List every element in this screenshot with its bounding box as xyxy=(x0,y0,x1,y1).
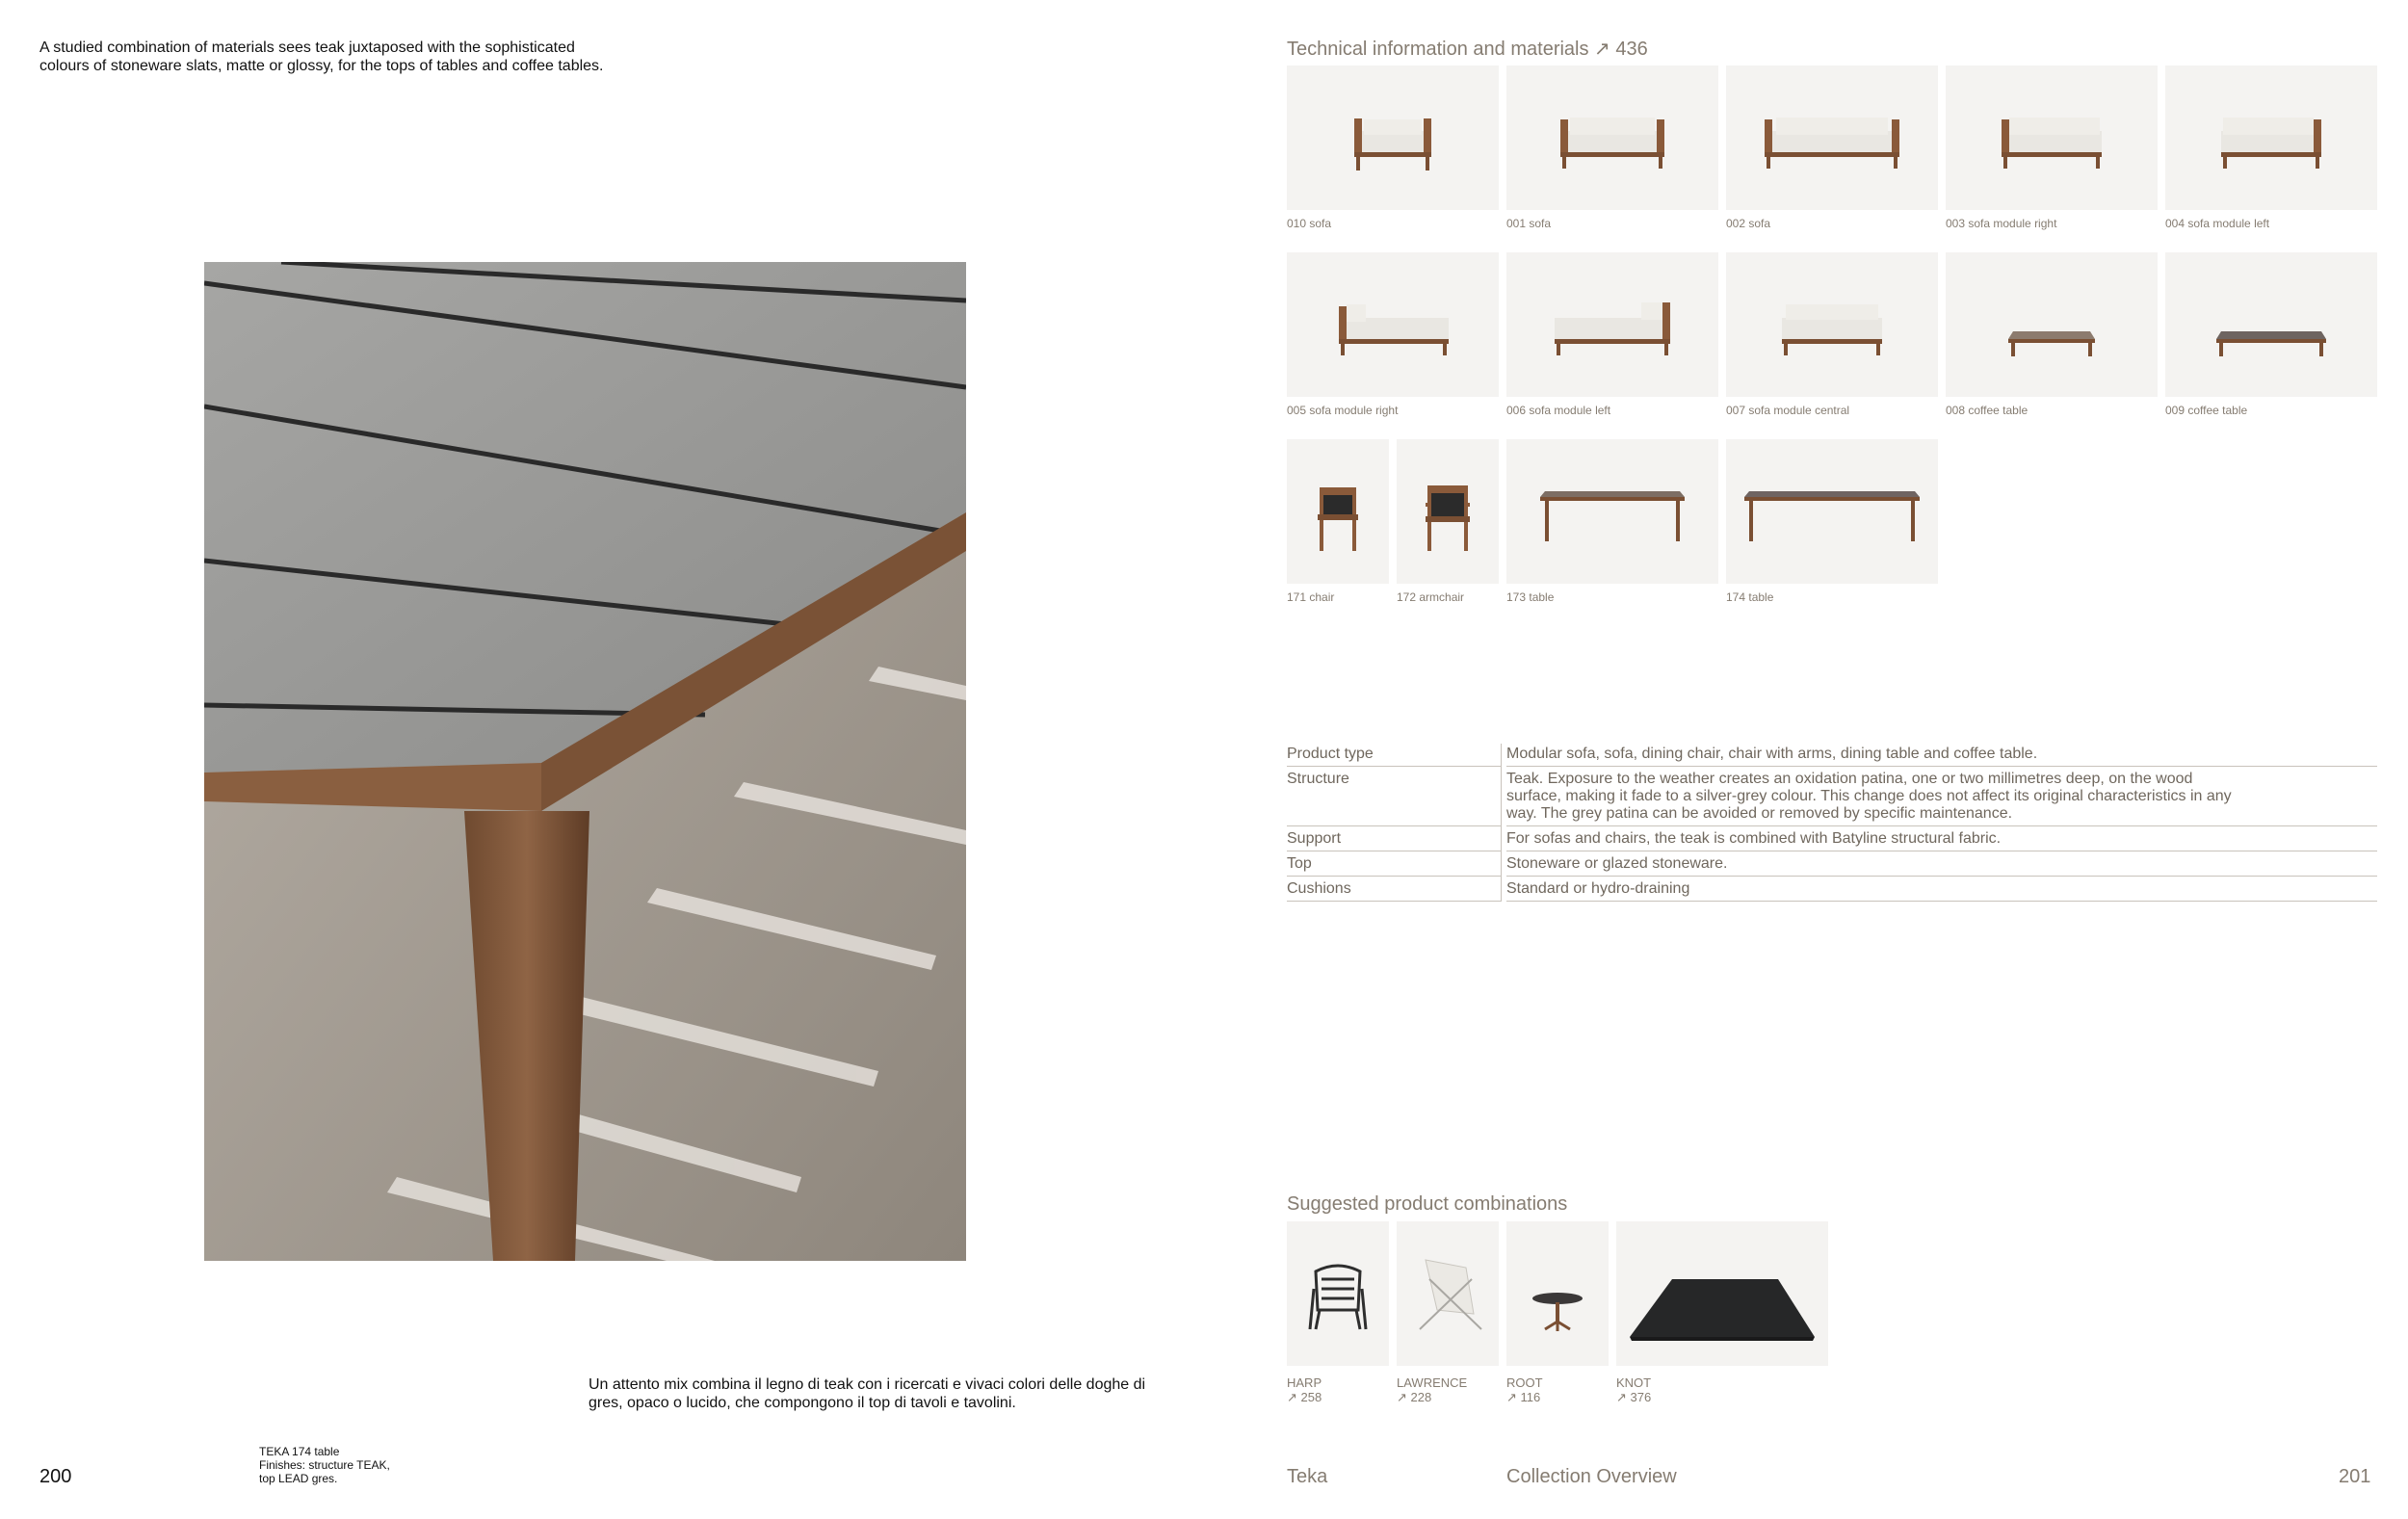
caption-line: Finishes: structure TEAK, xyxy=(259,1458,390,1472)
photo-caption xyxy=(259,1445,471,1485)
spec-row xyxy=(1287,851,2377,877)
spec-divider xyxy=(1501,744,1505,767)
combo-name: ROOT xyxy=(1506,1375,1543,1390)
product-label: 001 sofa xyxy=(1506,217,1552,230)
coffee-table-icon xyxy=(2165,252,2377,397)
product-thumb-008-coffee-table[interactable] xyxy=(1946,252,2158,397)
table-corner-image xyxy=(204,262,966,1261)
product-label: 005 sofa module right xyxy=(1287,404,1399,417)
technical-info-link[interactable]: Technical information and materials ↗ 436 xyxy=(1287,39,1648,60)
combo-label-root[interactable] xyxy=(1506,1375,1543,1404)
combo-ref: ↗ 228 xyxy=(1397,1390,1432,1404)
combos-title: Suggested product combinations xyxy=(1287,1193,1568,1215)
product-thumb-005-sofa-module-right[interactable] xyxy=(1287,252,1499,397)
spec-row xyxy=(1287,767,2377,826)
product-label: 173 table xyxy=(1506,590,1555,604)
rug-icon xyxy=(1616,1221,1828,1366)
combo-thumb-root[interactable] xyxy=(1506,1221,1609,1366)
spec-value: Stoneware or glazed stoneware. xyxy=(1506,851,2377,877)
specs-table xyxy=(1287,744,2377,902)
coffee-table-icon xyxy=(1946,252,2158,397)
product-thumb-007-sofa-module-central[interactable] xyxy=(1726,252,1938,397)
product-thumb-004-sofa-module-left[interactable] xyxy=(2165,65,2377,210)
product-label: 008 coffee table xyxy=(1946,404,2028,417)
footer-section: Collection Overview xyxy=(1506,1466,1677,1487)
combo-thumb-knot[interactable] xyxy=(1616,1221,1828,1366)
product-thumb-173-table[interactable] xyxy=(1506,439,1718,584)
sofa-icon xyxy=(1946,65,2158,210)
combo-name: HARP xyxy=(1287,1375,1322,1390)
product-label: 171 chair xyxy=(1287,590,1335,604)
combo-label-knot[interactable] xyxy=(1616,1375,1651,1404)
caption-line: top LEAD gres. xyxy=(259,1472,338,1485)
italian-paragraph: Un attento mix combina il legno di teak con i ricercati e vivaci colori delle doghe di gres, opaco o lucido, che compongono il top di tavoli e tavolini. xyxy=(589,1376,1146,1411)
spec-divider xyxy=(1501,826,1505,851)
product-label: 172 armchair xyxy=(1397,590,1465,604)
spec-row xyxy=(1287,877,2377,902)
intro-paragraph: A studied combination of materials sees teak juxtaposed with the sophisticated colours of stoneware slats, matte or glossy, for the tops of tables and coffee tables. xyxy=(39,39,604,74)
product-label: 006 sofa module left xyxy=(1506,404,1611,417)
spec-divider xyxy=(1501,877,1505,902)
product-thumb-171-chair[interactable] xyxy=(1287,439,1389,584)
rope-armchair-icon xyxy=(1287,1221,1389,1366)
sofa-icon xyxy=(1726,252,1938,397)
sofa-icon xyxy=(1287,252,1499,397)
combo-label-harp[interactable] xyxy=(1287,1375,1322,1404)
table-icon xyxy=(1726,439,1938,584)
page-number-right: 201 xyxy=(2339,1466,2371,1487)
spec-value: Modular sofa, sofa, dining chair, chair with arms, dining table and coffee table. xyxy=(1506,744,2377,767)
combo-ref: ↗ 258 xyxy=(1287,1390,1322,1404)
sofa-icon xyxy=(1726,65,1938,210)
sofa-icon xyxy=(2165,65,2377,210)
side-table-icon xyxy=(1506,1221,1609,1366)
spec-row xyxy=(1287,744,2377,767)
table-icon xyxy=(1506,439,1718,584)
page-number-left: 200 xyxy=(39,1466,72,1487)
spec-key: Cushions xyxy=(1287,877,1501,902)
armchair-icon xyxy=(1397,439,1499,584)
combo-ref: ↗ 376 xyxy=(1616,1390,1652,1404)
spec-key: Support xyxy=(1287,826,1501,851)
combo-name: KNOT xyxy=(1616,1375,1652,1390)
caption-line: TEKA 174 table xyxy=(259,1445,340,1458)
sofa-icon xyxy=(1506,252,1718,397)
combo-label-lawrence[interactable] xyxy=(1397,1375,1467,1404)
teak-table-photo xyxy=(204,262,966,1261)
spec-key: Product type xyxy=(1287,744,1501,767)
spec-divider xyxy=(1501,767,1505,826)
product-thumb-003-sofa-module-right[interactable] xyxy=(1946,65,2158,210)
product-thumb-006-sofa-module-left[interactable] xyxy=(1506,252,1718,397)
product-thumb-002-sofa[interactable] xyxy=(1726,65,1938,210)
product-thumb-172-armchair[interactable] xyxy=(1397,439,1499,584)
spec-divider xyxy=(1501,851,1505,877)
product-label: 004 sofa module left xyxy=(2165,217,2270,230)
product-label: 003 sofa module right xyxy=(1946,217,2057,230)
product-label: 010 sofa xyxy=(1287,217,1332,230)
product-thumb-010-sofa[interactable] xyxy=(1287,65,1499,210)
sling-chair-icon xyxy=(1397,1221,1499,1366)
spec-value xyxy=(1506,767,2377,826)
product-thumb-174-table[interactable] xyxy=(1726,439,1938,584)
product-label: 002 sofa xyxy=(1726,217,1771,230)
armchair-icon xyxy=(1287,65,1499,210)
spec-value: Standard or hydro-draining xyxy=(1506,877,2377,902)
spec-key: Top xyxy=(1287,851,1501,877)
footer-collection: Teka xyxy=(1287,1466,1328,1487)
combo-thumb-harp[interactable] xyxy=(1287,1221,1389,1366)
product-thumb-001-sofa[interactable] xyxy=(1506,65,1718,210)
chair-icon xyxy=(1287,439,1389,584)
spec-value: For sofas and chairs, the teak is combined with Batyline structural fabric. xyxy=(1506,826,2377,851)
product-thumb-009-coffee-table[interactable] xyxy=(2165,252,2377,397)
product-label: 009 coffee table xyxy=(2165,404,2248,417)
product-label: 174 table xyxy=(1726,590,1774,604)
spec-key: Structure xyxy=(1287,767,1501,826)
product-label: 007 sofa module central xyxy=(1726,404,1850,417)
combo-name: LAWRENCE xyxy=(1397,1375,1468,1390)
combo-ref: ↗ 116 xyxy=(1506,1390,1541,1404)
spec-row xyxy=(1287,826,2377,851)
sofa-icon xyxy=(1506,65,1718,210)
spec-value-text: Teak. Exposure to the weather creates an oxidation patina, one or two millimetres deep, on the wood surface, making it fade to a silver-grey colour. This change does not affect its original characteristics in any way. The grey patina can be avoided or removed by specific maintenance. xyxy=(1506,771,2232,822)
combo-thumb-lawrence[interactable] xyxy=(1397,1221,1499,1366)
